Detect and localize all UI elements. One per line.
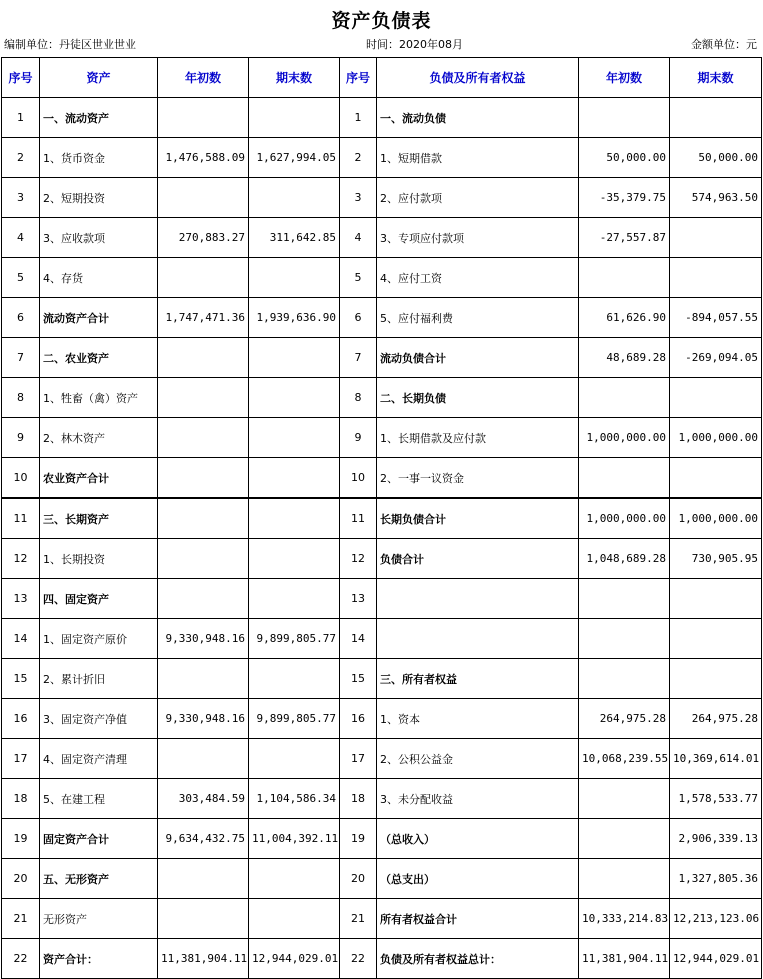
- asset-begin-value: [158, 458, 249, 499]
- row-index-right: 22: [340, 939, 377, 979]
- row-index-left: 4: [2, 218, 40, 258]
- asset-begin-value: [158, 539, 249, 579]
- liability-begin-value: [579, 378, 670, 418]
- asset-end-value: 1,104,586.34: [249, 779, 340, 819]
- asset-end-value: [249, 378, 340, 418]
- table-row: [2, 779, 762, 819]
- asset-end-value: [249, 498, 340, 539]
- row-index-left: 22: [2, 939, 40, 979]
- header-end-right: 期末数: [670, 58, 762, 98]
- liability-item: 长期负债合计: [377, 498, 579, 539]
- liability-end-value: [670, 458, 762, 499]
- asset-end-value: [249, 859, 340, 899]
- row-index-left: 13: [2, 579, 40, 619]
- liability-begin-value: [579, 258, 670, 298]
- asset-item: 2、累计折旧: [40, 659, 158, 699]
- liability-begin-value: 48,689.28: [579, 338, 670, 378]
- asset-end-value: [249, 258, 340, 298]
- liability-begin-value: 10,333,214.83: [579, 899, 670, 939]
- asset-item: 1、固定资产原价: [40, 619, 158, 659]
- liability-end-value: 10,369,614.01: [670, 739, 762, 779]
- row-index-left: 7: [2, 338, 40, 378]
- liability-begin-value: [579, 859, 670, 899]
- liability-end-value: 730,905.95: [670, 539, 762, 579]
- table-row: [2, 699, 762, 739]
- row-index-left: 5: [2, 258, 40, 298]
- liability-end-value: 12,944,029.01: [670, 939, 762, 979]
- liability-end-value: 1,000,000.00: [670, 418, 762, 458]
- row-index-right: 12: [340, 539, 377, 579]
- table-row: [2, 138, 762, 178]
- liability-item: 负债合计: [377, 539, 579, 579]
- asset-item: 2、林木资产: [40, 418, 158, 458]
- row-index-left: 9: [2, 418, 40, 458]
- liability-end-value: -894,057.55: [670, 298, 762, 338]
- table-row: [2, 418, 762, 458]
- liability-item: 4、应付工资: [377, 258, 579, 298]
- liability-begin-value: [579, 98, 670, 138]
- row-index-right: 5: [340, 258, 377, 298]
- header-begin-left: 年初数: [158, 58, 249, 98]
- asset-begin-value: [158, 899, 249, 939]
- liability-begin-value: -35,379.75: [579, 178, 670, 218]
- row-index-right: 20: [340, 859, 377, 899]
- row-index-left: 15: [2, 659, 40, 699]
- row-index-right: 7: [340, 338, 377, 378]
- asset-end-value: 9,899,805.77: [249, 619, 340, 659]
- asset-begin-value: 9,330,948.16: [158, 699, 249, 739]
- row-index-right: 19: [340, 819, 377, 859]
- liability-begin-value: 61,626.90: [579, 298, 670, 338]
- table-row: [2, 498, 762, 539]
- row-index-left: 18: [2, 779, 40, 819]
- asset-begin-value: 270,883.27: [158, 218, 249, 258]
- asset-end-value: 11,004,392.11: [249, 819, 340, 859]
- asset-end-value: [249, 98, 340, 138]
- table-row: [2, 939, 762, 979]
- liability-end-value: 264,975.28: [670, 699, 762, 739]
- liability-item: 2、应付款项: [377, 178, 579, 218]
- unit-label: 编制单位：丹徒区世业世业: [4, 38, 136, 51]
- asset-begin-value: 11,381,904.11: [158, 939, 249, 979]
- asset-begin-value: 9,634,432.75: [158, 819, 249, 859]
- row-index-right: 10: [340, 458, 377, 499]
- header-begin-right: 年初数: [579, 58, 670, 98]
- asset-item: 三、长期资产: [40, 498, 158, 539]
- asset-begin-value: [158, 258, 249, 298]
- asset-item: 二、农业资产: [40, 338, 158, 378]
- asset-item: 4、固定资产清理: [40, 739, 158, 779]
- asset-end-value: 9,899,805.77: [249, 699, 340, 739]
- row-index-right: 6: [340, 298, 377, 338]
- liability-begin-value: 264,975.28: [579, 699, 670, 739]
- liability-end-value: 50,000.00: [670, 138, 762, 178]
- table-row: [2, 659, 762, 699]
- row-index-left: 17: [2, 739, 40, 779]
- asset-item: 4、存货: [40, 258, 158, 298]
- row-index-right: 8: [340, 378, 377, 418]
- header-assets: 资产: [40, 58, 158, 98]
- liability-end-value: 12,213,123.06: [670, 899, 762, 939]
- table-row: [2, 98, 762, 138]
- liability-item: 三、所有者权益: [377, 659, 579, 699]
- table-row: [2, 458, 762, 499]
- asset-begin-value: [158, 498, 249, 539]
- currency-label: 金额单位：元: [691, 38, 757, 51]
- row-index-left: 12: [2, 539, 40, 579]
- liability-item: （总收入）: [377, 819, 579, 859]
- row-index-left: 10: [2, 458, 40, 499]
- report-title: 资产负债表: [331, 10, 432, 32]
- liability-begin-value: [579, 458, 670, 499]
- liability-item: [377, 619, 579, 659]
- asset-end-value: [249, 899, 340, 939]
- row-index-left: 6: [2, 298, 40, 338]
- liability-item: 所有者权益合计: [377, 899, 579, 939]
- asset-end-value: [249, 739, 340, 779]
- row-index-right: 16: [340, 699, 377, 739]
- asset-item: 资产合计：: [40, 939, 158, 979]
- asset-end-value: [249, 579, 340, 619]
- row-index-right: 17: [340, 739, 377, 779]
- liability-end-value: [670, 98, 762, 138]
- asset-item: 农业资产合计: [40, 458, 158, 499]
- liability-item: 一、流动负债: [377, 98, 579, 138]
- row-index-right: 11: [340, 498, 377, 539]
- row-index-right: 14: [340, 619, 377, 659]
- asset-begin-value: [158, 378, 249, 418]
- header-index-right: 序号: [340, 58, 377, 98]
- asset-begin-value: 303,484.59: [158, 779, 249, 819]
- liability-begin-value: [579, 659, 670, 699]
- header-row: [2, 58, 762, 98]
- liability-end-value: 574,963.50: [670, 178, 762, 218]
- row-index-right: 18: [340, 779, 377, 819]
- row-index-right: 4: [340, 218, 377, 258]
- asset-begin-value: 1,476,588.09: [158, 138, 249, 178]
- asset-begin-value: [158, 338, 249, 378]
- table-row: [2, 298, 762, 338]
- liability-item: 2、公积公益金: [377, 739, 579, 779]
- liability-end-value: 1,327,805.36: [670, 859, 762, 899]
- asset-item: 固定资产合计: [40, 819, 158, 859]
- asset-end-value: 311,642.85: [249, 218, 340, 258]
- liability-begin-value: [579, 619, 670, 659]
- asset-item: 流动资产合计: [40, 298, 158, 338]
- asset-begin-value: [158, 178, 249, 218]
- row-index-left: 8: [2, 378, 40, 418]
- liability-end-value: -269,094.05: [670, 338, 762, 378]
- liability-end-value: [670, 579, 762, 619]
- row-index-right: 9: [340, 418, 377, 458]
- liability-begin-value: 50,000.00: [579, 138, 670, 178]
- row-index-left: 14: [2, 619, 40, 659]
- asset-item: 1、货币资金: [40, 138, 158, 178]
- header-liabilities: 负债及所有者权益: [377, 58, 579, 98]
- asset-end-value: 1,939,636.90: [249, 298, 340, 338]
- table-row: [2, 579, 762, 619]
- asset-begin-value: 1,747,471.36: [158, 298, 249, 338]
- asset-item: 3、应收款项: [40, 218, 158, 258]
- table-row: [2, 859, 762, 899]
- row-index-left: 19: [2, 819, 40, 859]
- row-index-right: 13: [340, 579, 377, 619]
- liability-begin-value: [579, 579, 670, 619]
- row-index-left: 2: [2, 138, 40, 178]
- liability-begin-value: -27,557.87: [579, 218, 670, 258]
- liability-end-value: [670, 378, 762, 418]
- liability-item: 3、未分配收益: [377, 779, 579, 819]
- asset-begin-value: [158, 418, 249, 458]
- table-row: [2, 378, 762, 418]
- header-end-left: 期末数: [249, 58, 340, 98]
- asset-item: 2、短期投资: [40, 178, 158, 218]
- liability-item: （总支出）: [377, 859, 579, 899]
- table-row: [2, 739, 762, 779]
- liability-item: 1、资本: [377, 699, 579, 739]
- liability-item: 1、短期借款: [377, 138, 579, 178]
- row-index-left: 16: [2, 699, 40, 739]
- table-row: [2, 338, 762, 378]
- liability-end-value: 2,906,339.13: [670, 819, 762, 859]
- row-index-left: 11: [2, 498, 40, 539]
- row-index-right: 1: [340, 98, 377, 138]
- asset-item: 无形资产: [40, 899, 158, 939]
- asset-item: 1、长期投资: [40, 539, 158, 579]
- balance-sheet-table: [1, 57, 762, 979]
- liability-end-value: 1,578,533.77: [670, 779, 762, 819]
- asset-item: 3、固定资产净值: [40, 699, 158, 739]
- liability-begin-value: 1,000,000.00: [579, 498, 670, 539]
- asset-item: 五、无形资产: [40, 859, 158, 899]
- asset-item: 5、在建工程: [40, 779, 158, 819]
- liability-item: 流动负债合计: [377, 338, 579, 378]
- liability-end-value: [670, 659, 762, 699]
- liability-begin-value: 11,381,904.11: [579, 939, 670, 979]
- liability-end-value: [670, 218, 762, 258]
- table-row: [2, 258, 762, 298]
- header-index-left: 序号: [2, 58, 40, 98]
- asset-item: 四、固定资产: [40, 579, 158, 619]
- row-index-right: 2: [340, 138, 377, 178]
- table-row: [2, 218, 762, 258]
- asset-end-value: [249, 539, 340, 579]
- asset-end-value: [249, 178, 340, 218]
- row-index-left: 1: [2, 98, 40, 138]
- asset-end-value: [249, 458, 340, 499]
- liability-item: 3、专项应付款项: [377, 218, 579, 258]
- liability-end-value: 1,000,000.00: [670, 498, 762, 539]
- liability-begin-value: 10,068,239.55: [579, 739, 670, 779]
- asset-end-value: 1,627,994.05: [249, 138, 340, 178]
- row-index-left: 20: [2, 859, 40, 899]
- liability-item: 2、一事一议资金: [377, 458, 579, 499]
- asset-begin-value: [158, 98, 249, 138]
- asset-end-value: [249, 659, 340, 699]
- table-row: [2, 619, 762, 659]
- asset-end-value: [249, 338, 340, 378]
- liability-begin-value: [579, 819, 670, 859]
- liability-item: [377, 579, 579, 619]
- liability-end-value: [670, 619, 762, 659]
- asset-begin-value: [158, 579, 249, 619]
- row-index-right: 3: [340, 178, 377, 218]
- asset-begin-value: [158, 739, 249, 779]
- row-index-left: 21: [2, 899, 40, 939]
- liability-begin-value: 1,000,000.00: [579, 418, 670, 458]
- liability-item: 5、应付福利费: [377, 298, 579, 338]
- table-row: [2, 539, 762, 579]
- row-index-right: 21: [340, 899, 377, 939]
- row-index-left: 3: [2, 178, 40, 218]
- asset-item: 一、流动资产: [40, 98, 158, 138]
- asset-end-value: [249, 418, 340, 458]
- table-row: [2, 178, 762, 218]
- liability-item: 负债及所有者权益总计：: [377, 939, 579, 979]
- table-row: [2, 819, 762, 859]
- asset-item: 1、牲畜（禽）资产: [40, 378, 158, 418]
- asset-begin-value: 9,330,948.16: [158, 619, 249, 659]
- liability-item: 1、长期借款及应付款: [377, 418, 579, 458]
- row-index-right: 15: [340, 659, 377, 699]
- asset-begin-value: [158, 659, 249, 699]
- asset-end-value: 12,944,029.01: [249, 939, 340, 979]
- time-label: 时间：2020年08月: [366, 38, 463, 51]
- asset-begin-value: [158, 859, 249, 899]
- liability-item: 二、长期负债: [377, 378, 579, 418]
- liability-begin-value: [579, 779, 670, 819]
- table-row: [2, 899, 762, 939]
- liability-begin-value: 1,048,689.28: [579, 539, 670, 579]
- liability-end-value: [670, 258, 762, 298]
